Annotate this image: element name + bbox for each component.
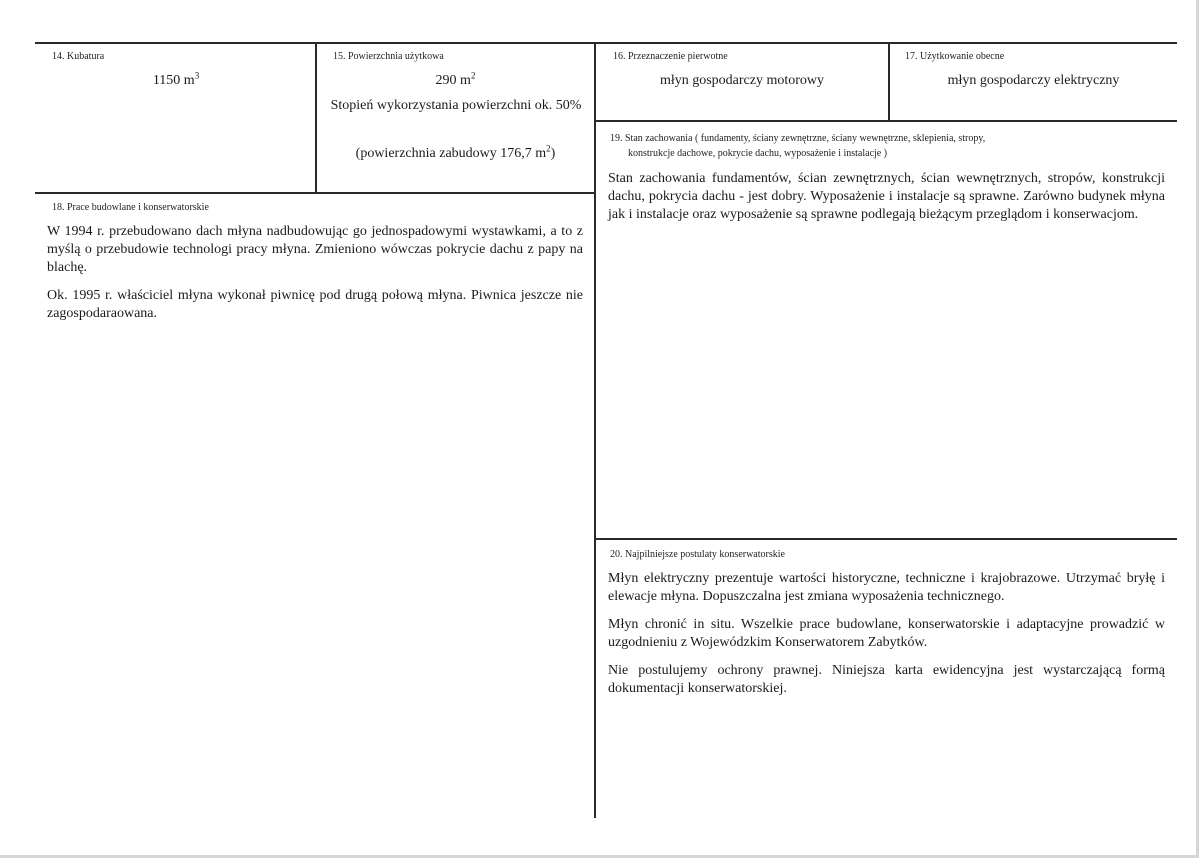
rule-right-lower xyxy=(595,538,1177,540)
field-19-label-line2: konstrukcje dachowe, pokrycie dachu, wyposażenie i instalacje ) xyxy=(628,148,888,159)
field-18-paragraph-2: Ok. 1995 r. właściciel młyna wykonał piwnicę pod drugą połową młyna. Piwnica jeszcze nie zagospodaraowana. xyxy=(47,288,583,321)
field-14-volume: 1150 m xyxy=(152,73,195,88)
field-15-built-area-close: ) xyxy=(550,146,556,161)
divider-14-15 xyxy=(315,42,317,192)
field-15-area: 290 m xyxy=(435,73,471,88)
field-15-built-area xyxy=(317,145,594,163)
field-17-value: młyn gospodarczy elektryczny xyxy=(947,73,1120,88)
field-15-value xyxy=(317,72,594,90)
field-15-label: 15. Powierzchnia użytkowa xyxy=(333,51,444,62)
field-17-label: 17. Użytkowanie obecne xyxy=(905,51,1005,62)
field-18-label: 18. Prace budowlane i konserwatorskie xyxy=(52,202,209,213)
rule-right-upper xyxy=(595,120,1177,122)
rule-left-middle xyxy=(35,192,595,194)
field-15-built-area-sup: 2 xyxy=(546,143,551,154)
field-20-paragraph-3: Nie postulujemy ochrony prawnej. Niniejsza karta ewidencyjna jest wystarczającą formą dokumentacji konserwatorskiej. xyxy=(608,663,1165,696)
field-14-label: 14. Kubatura xyxy=(52,51,105,62)
divider-center xyxy=(594,42,596,818)
field-16-label: 16. Przeznaczenie pierwotne xyxy=(613,51,728,62)
field-14-value xyxy=(37,72,315,90)
field-18-paragraph-1: W 1994 r. przebudowano dach młyna nadbudowując go jednospadowymi wystawkami, a to z myślą o przebudowie technologi pracy młyna. Zmieniono wówczas pokrycie dachu z papy na blachę. xyxy=(47,224,583,275)
field-19-label-line1: 19. Stan zachowania ( fundamenty, ściany zewnętrzne, ściany wewnętrzne, sklepienia, stropy, xyxy=(610,133,986,144)
field-16-value: młyn gospodarczy motorowy xyxy=(659,73,825,88)
top-rule xyxy=(35,42,1177,44)
field-20-label: 20. Najpilniejsze postulaty konserwatorskie xyxy=(610,549,785,560)
field-14-unit-sup: 3 xyxy=(194,70,200,81)
field-20-paragraph-2: Młyn chronić in situ. Wszelkie prace budowlane, konserwatorskie i adaptacyjne prowadzić w uzgodnieniu z Wojewódzkim Konserwatorem Zabytków. xyxy=(608,617,1165,650)
field-15-area-sup: 2 xyxy=(470,70,476,81)
field-20-paragraph-1: Młyn elektryczny prezentuje wartości historyczne, techniczne i krajobrazowe. Utrzymać bryłę i elewacje młyna. Dopuszczalna jest zmiana wyposażenia technicznego. xyxy=(608,571,1165,604)
field-15-built-area-text: (powierzchnia zabudowy 176,7 m xyxy=(355,146,547,161)
field-19-text: Stan zachowania fundamentów, ścian zewnętrznych, ścian wewnętrznych, stropów, konstrukcji dachu, pokrycia dachu - jest dobry. Wyposażenie i instalacje są sprawne. Zarówno budynek młyna jak i instalacje oraz wyposażenie są sprawne podlegają bieżącym przeglądom i konserwacjom. xyxy=(608,171,1165,222)
field-15-usage: Stopień wykorzystania powierzchni ok. 50% xyxy=(330,98,582,113)
